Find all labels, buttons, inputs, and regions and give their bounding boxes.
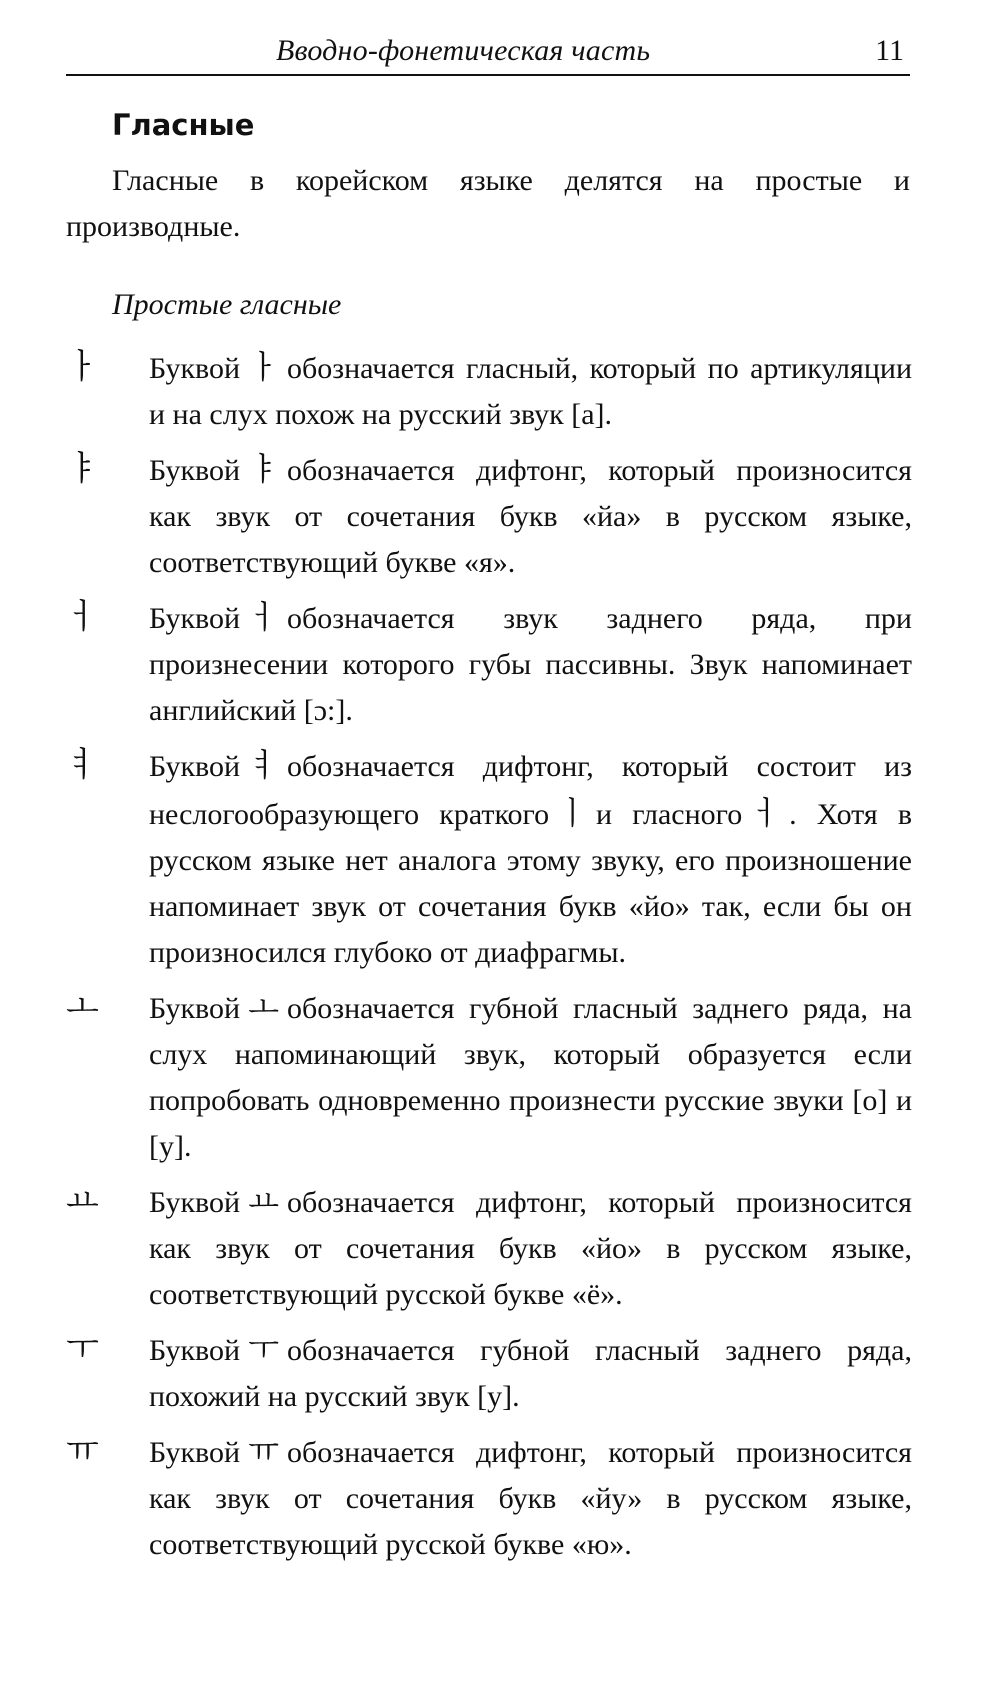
vowel-text-rest: и гласного: [596, 798, 743, 831]
running-head: [66, 30, 910, 76]
vowel-text-rest: . Хотя в русском языке нет аналога этому звуку, его произношение напоминает звук от сочетания букв «йо» так, если бы он произносился глубоко от диафрагмы.: [149, 798, 912, 969]
vowel-description: [149, 742, 912, 976]
vowel-text-rest: обозначается дифтонг, который состоит из неслогообразующего краткого: [149, 750, 912, 831]
vowel-glyph: ㅓ: [66, 597, 99, 637]
vowel-lead: Буквой: [149, 1334, 241, 1367]
vowel-inline-glyph: ㅗ: [248, 988, 279, 1026]
vowel-entry-yu: [66, 1428, 912, 1568]
vowel-glyph: ㅠ: [66, 1431, 99, 1471]
vowel-text-rest: обозначается дифтонг, который произносится как звук от сочетания букв «йу» в русском языке, соответствующий русской букве «ю».: [149, 1436, 912, 1561]
vowel-entry-u: [66, 1326, 912, 1420]
running-title: Вводно-фонетическая часть: [276, 34, 651, 67]
vowel-inline-glyph: ㅜ: [248, 1330, 279, 1368]
vowel-glyph: ㅑ: [66, 449, 99, 489]
vowel-lead: Буквой: [149, 1436, 241, 1469]
vowel-entry-eo: [66, 594, 912, 734]
vowel-description: [149, 984, 912, 1170]
vowel-lead: Буквой: [149, 1186, 241, 1219]
vowel-inline-glyph: ㅠ: [248, 1432, 279, 1470]
vowel-lead: Буквой: [149, 454, 241, 487]
vowel-glyph: ㅜ: [66, 1329, 99, 1369]
vowel-entry-a: [66, 344, 912, 438]
intro-paragraph: Гласные в корейском языке делятся на простые и производные.: [66, 164, 910, 243]
vowel-inline-glyph: ㅕ: [248, 746, 279, 784]
vowel-inline-glyph: ㅏ: [248, 348, 279, 386]
vowel-description: [149, 344, 912, 438]
vowel-description: [149, 1178, 912, 1318]
vowel-text-rest: обозначается дифтонг, который произносится как звук от сочетания букв «йо» в русском языке, соответствующий русской букве «ё».: [149, 1186, 912, 1311]
vowel-inline-glyph: ㅑ: [248, 450, 279, 488]
vowel-text-rest: обозначается губной гласный заднего ряда, похожий на русский звук [у].: [149, 1334, 912, 1413]
vowel-lead: Буквой: [149, 992, 241, 1025]
vowel-description: [149, 1428, 912, 1568]
vowel-entry-yeo: [66, 742, 912, 976]
vowel-list: [66, 344, 912, 1576]
vowel-inline-glyph: ㅓ: [248, 598, 279, 636]
section-title: Гласные: [112, 108, 255, 142]
vowel-inline-glyph: ㅛ: [248, 1182, 279, 1220]
vowel-description: [149, 1326, 912, 1420]
vowel-text-rest: обозначается звук заднего ряда, при произнесении которого губы пассивны. Звук напоминает английский [ɔ:].: [149, 602, 912, 727]
vowel-lead: Буквой: [149, 352, 241, 385]
vowel-lead: Буквой: [149, 602, 241, 635]
vowel-lead: Буквой: [149, 750, 241, 783]
vowel-text-rest: обозначается гласный, который по артикуляции и на слух похож на русский звук [a].: [149, 352, 912, 431]
vowel-entry-o: [66, 984, 912, 1170]
vowel-glyph: ㅛ: [66, 1181, 99, 1221]
vowel-glyph: ㅗ: [66, 987, 99, 1027]
vowel-description: [149, 594, 912, 734]
vowel-inline-glyph-i: ㅣ: [557, 794, 589, 832]
vowel-text-rest: обозначается губной гласный заднего ряда, на слух напоминающий звук, который образуется если попробовать одновременно произнести русские звуки [o] и [у].: [149, 992, 912, 1163]
vowel-entry-ya: [66, 446, 912, 586]
vowel-description: [149, 446, 912, 586]
vowel-entry-yo: [66, 1178, 912, 1318]
vowel-inline-glyph-eo: ㅓ: [750, 794, 782, 832]
vowel-text-rest: обозначается дифтонг, который произносится как звук от сочетания букв «йа» в русском языке, соответствующий букве «я».: [149, 454, 912, 579]
subheading: Простые гласные: [112, 288, 342, 321]
page-number: 11: [875, 34, 904, 67]
vowel-glyph: ㅕ: [66, 745, 99, 785]
vowel-glyph: ㅏ: [66, 347, 99, 387]
